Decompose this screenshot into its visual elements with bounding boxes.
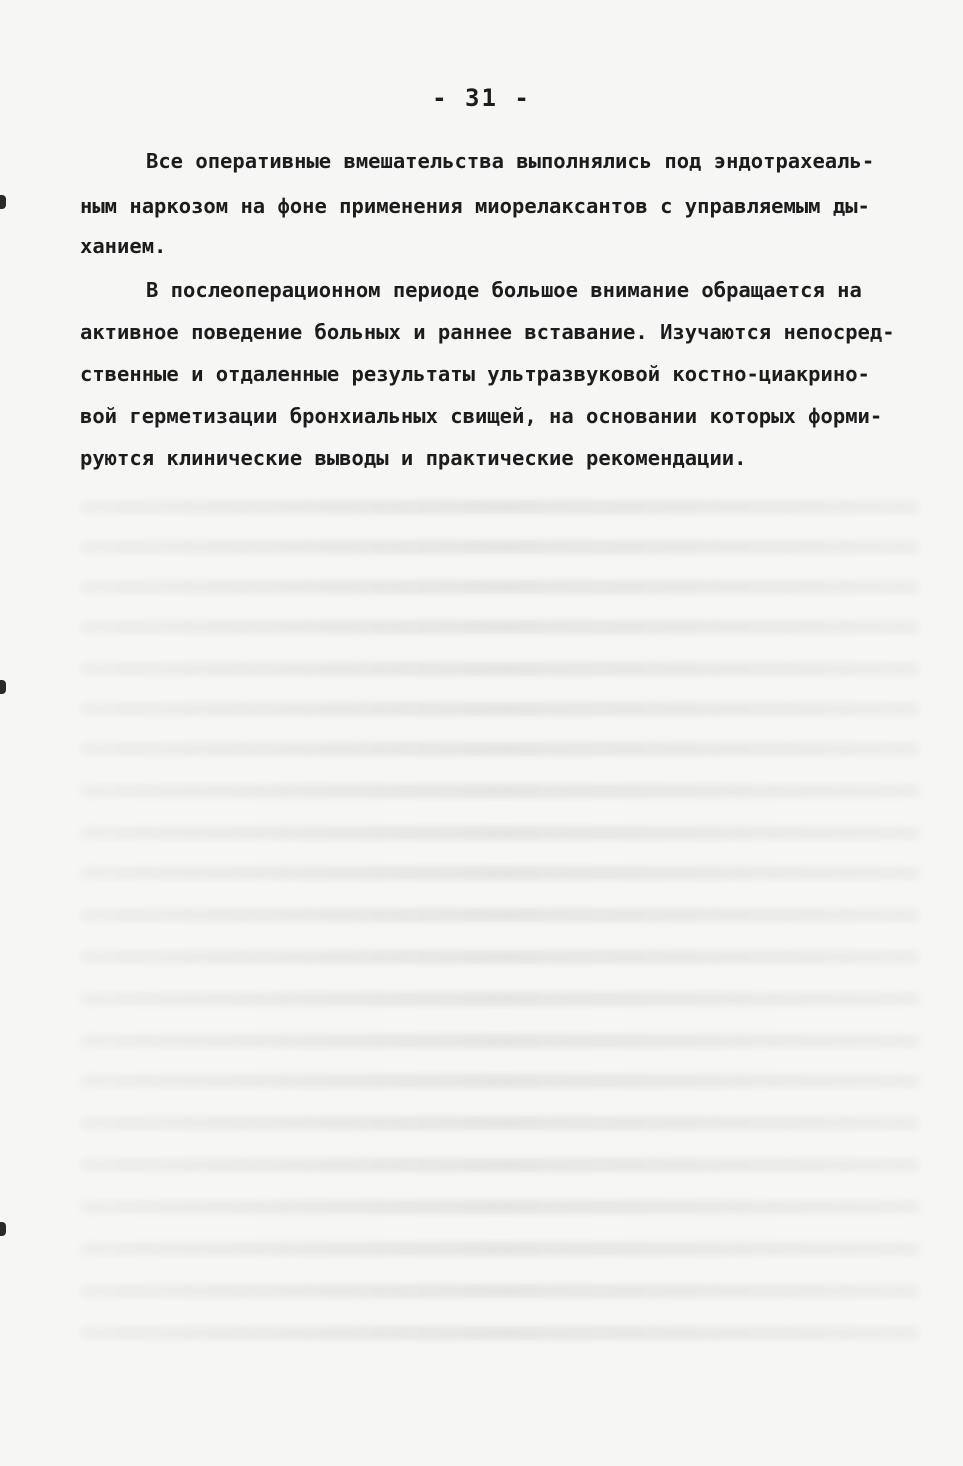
text-line: вой герметизации бронхиальных свищей, на основании которых форми- xyxy=(80,404,883,428)
bleed-through-line xyxy=(80,742,920,756)
bleed-through-line xyxy=(80,1326,920,1340)
bleed-through-line xyxy=(80,540,920,554)
bleed-through-line xyxy=(80,784,920,798)
bleed-through-line xyxy=(80,500,920,514)
bleed-through-line xyxy=(80,1074,920,1088)
text-line: ханием. xyxy=(80,234,167,258)
bleed-through-line xyxy=(80,1034,920,1048)
bleed-through-line xyxy=(80,1200,920,1214)
bleed-through-line xyxy=(80,1158,920,1172)
page-number: - 31 - xyxy=(432,84,531,112)
bleed-through-line xyxy=(80,580,920,594)
text-line: ственные и отдаленные результаты ультразвуковой костно-циакрино- xyxy=(80,362,870,386)
text-line: Все оперативные вмешательства выполнялись под эндотрахеаль- xyxy=(146,149,875,173)
text-line: В послеоперационном периоде большое внимание обращается на xyxy=(146,278,862,302)
bleed-through-line xyxy=(80,702,920,716)
text-line: активное поведение больных и раннее вставание. Изучаются непосред- xyxy=(80,320,895,344)
bleed-through-line xyxy=(80,826,920,840)
bleed-through-line xyxy=(80,866,920,880)
binding-hole-mark xyxy=(0,680,6,694)
bleed-through-line xyxy=(80,662,920,676)
bleed-through-line xyxy=(80,992,920,1006)
binding-hole-mark xyxy=(0,1222,6,1236)
bleed-through-line xyxy=(80,620,920,634)
binding-hole-mark xyxy=(0,195,6,209)
text-line: руются клинические выводы и практические рекомендации. xyxy=(80,446,747,470)
bleed-through-line xyxy=(80,950,920,964)
bleed-through-line xyxy=(80,908,920,922)
bleed-through-line xyxy=(80,1116,920,1130)
text-line: ным наркозом на фоне применения миорелаксантов с управляемым ды- xyxy=(80,194,870,218)
bleed-through-line xyxy=(80,1284,920,1298)
bleed-through-line xyxy=(80,1242,920,1256)
